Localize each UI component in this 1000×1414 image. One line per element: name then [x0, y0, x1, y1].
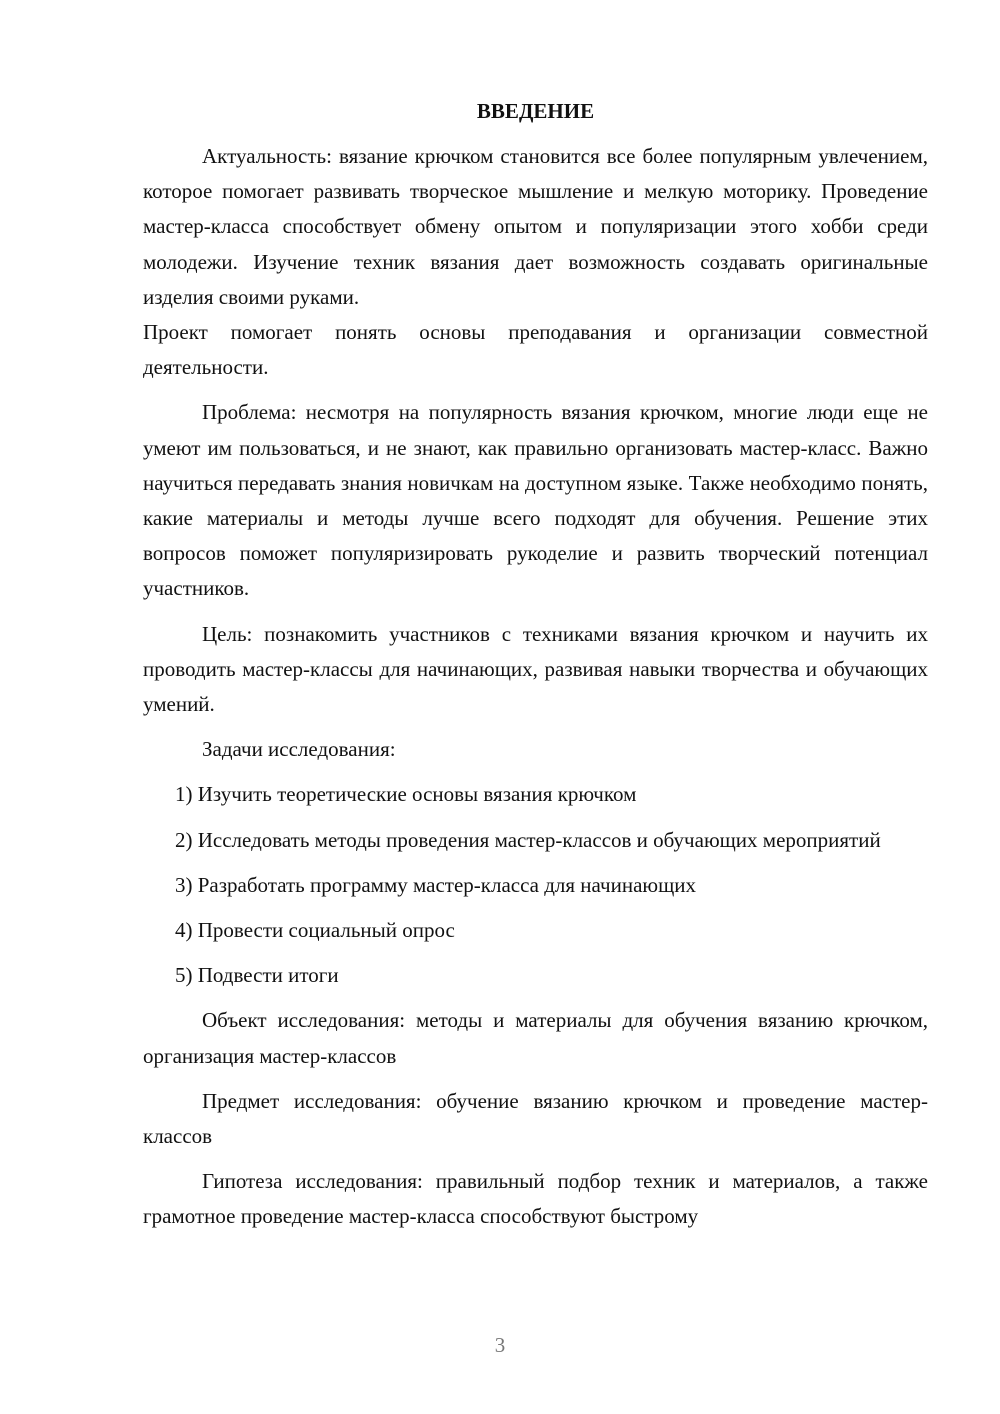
task-item: 4) Провести социальный опрос [175, 918, 455, 943]
task-item: 3) Разработать программу мастер-класса для начинающих [175, 872, 696, 897]
section-title: ВВЕДЕНИЕ [476, 99, 595, 123]
paragraph-object: Объект исследования: методы и материалы для обучения вязанию крючком, организация мастер-классов [143, 1008, 928, 1068]
page-number: 3 [494, 1333, 506, 1357]
paragraph-problem: Проблема: несмотря на популярность вязания крючком, многие люди еще не умеют им пользоваться, и не знают, как правильно организовать мастер-класс. Важно научиться передавать знания новичкам на доступном языке. Также необходимо понять, какие материалы и методы лучше всего подходят для обучения. Решение этих вопросов поможет популяризировать рукоделие и развить творческий потенциал участников. [143, 400, 928, 601]
task-item: 2) Исследовать методы проведения мастер-классов и обучающих мероприятий [175, 827, 881, 852]
task-item: 1) Изучить теоретические основы вязания крючком [175, 782, 637, 807]
paragraph-subject: Предмет исследования: обучение вязанию крючком и проведение мастер-классов [143, 1088, 928, 1149]
paragraph-relevance: Актуальность: вязание крючком становится все более популярным увлечением, которое помогает развивать творческое мышление и мелкую моторику. Проведение мастер-класса способствует обмену опытом и популяризации этого хобби среди молодежи. Изучение техник вязания дает возможность создавать оригинальные изделия своими руками. Проект помогает понять основы преподавания и организации совместной деятельности. [143, 144, 928, 380]
task-item: 5) Подвести итоги [175, 963, 339, 988]
tasks-heading: Задачи исследования: [202, 737, 396, 762]
paragraph-goal: Цель: познакомить участников с техниками вязания крючком и научить их проводить мастер-классы для начинающих, развивая навыки творчества и обучающих умений. [143, 621, 928, 717]
page-content [143, 96, 928, 1235]
paragraph-hypothesis: Гипотеза исследования: правильный подбор техник и материалов, а также грамотное проведение мастер-класса способствуют быстрому [143, 1169, 928, 1229]
